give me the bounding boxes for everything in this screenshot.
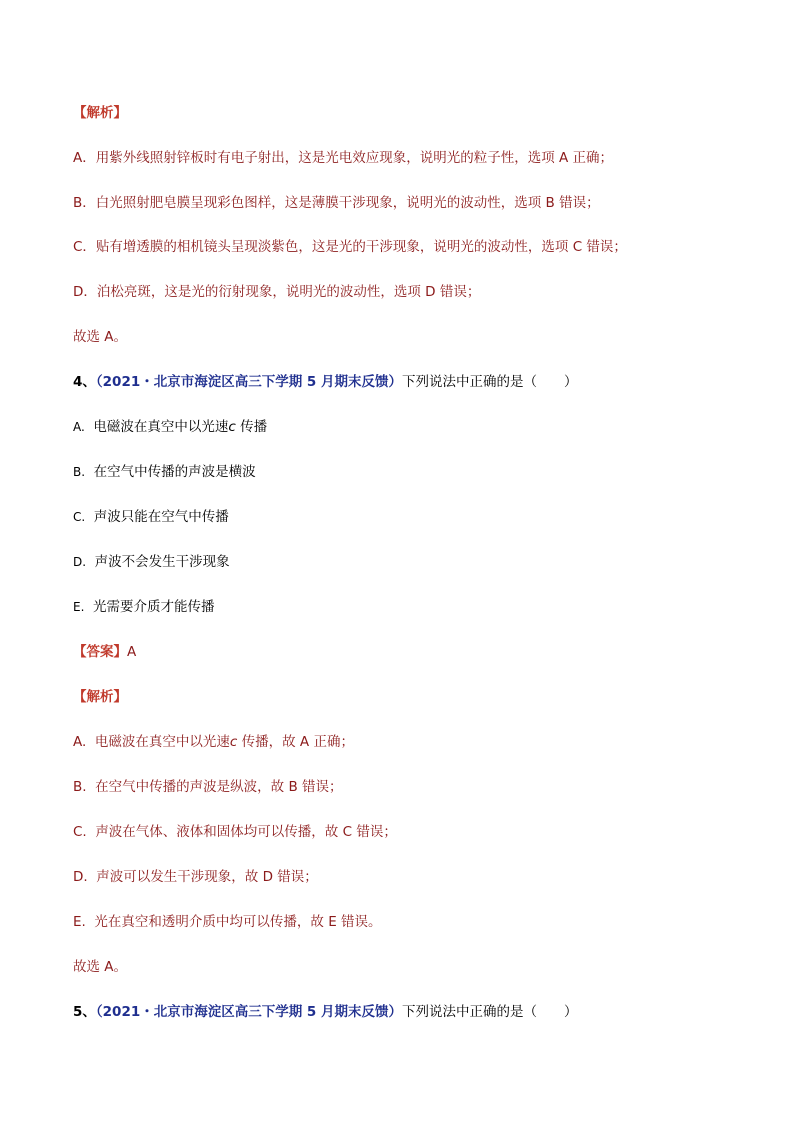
q4-stem: 下列说法中正确的是（ ） (402, 374, 578, 390)
analysis-prefix: A. (73, 734, 87, 750)
q5-number: 5、 (73, 1004, 96, 1020)
option-prefix: E. (73, 600, 85, 614)
q4-source: （2021・北京市海淀区高三下学期 5 月期末反馈） (95, 374, 403, 390)
option-text-after: 传播 (240, 419, 268, 435)
q3-analysis-b: B．白光照射肥皂膜呈现彩色图样，这是薄膜干涉现象，说明光的波动性，选项 B 错误； (73, 195, 600, 211)
q4-option-b (73, 463, 256, 481)
q4-number: 4、 (73, 374, 96, 390)
q3-analysis-c: C．贴有增透膜的相机镜头呈现淡紫色，这是光的干涉现象，说明光的波动性，选项 C 错误； (73, 239, 627, 255)
option-text: 声波只能在空气中传播 (93, 509, 229, 525)
option-var: c (228, 419, 236, 435)
q4-option-a (73, 418, 267, 436)
q3-analysis-d: D．泊松亮斑，这是光的衍射现象，说明光的波动性，选项 D 错误； (73, 284, 481, 300)
q4-conclusion: 故选 A。 (73, 959, 128, 975)
answer-value: A (127, 644, 137, 660)
answer-label: 【答案】 (73, 644, 127, 660)
analysis-text: 光在真空和透明介质中均可以传播，故 E 错误。 (94, 914, 382, 930)
analysis-var: c (229, 734, 238, 750)
q4-heading (73, 373, 578, 391)
q3-analysis-a: A．用紫外线照射锌板时有电子射出，这是光电效应现象，说明光的粒子性，选项 A 正确； (73, 150, 614, 166)
q5-heading (73, 1003, 578, 1021)
q4-analysis-b (73, 778, 343, 796)
analysis-prefix: D. (73, 869, 88, 885)
q5-source: （2021・北京市海淀区高三下学期 5 月期末反馈） (95, 1004, 403, 1020)
q4-analysis-d (73, 868, 318, 886)
analysis-text: 电磁波在真空中以光速 (94, 734, 230, 750)
option-prefix: C. (73, 510, 86, 524)
q5-stem: 下列说法中正确的是（ ） (402, 1004, 578, 1020)
option-text: 电磁波在真空中以光速 (93, 419, 229, 435)
q4-analysis-e (73, 913, 382, 931)
option-text: 声波不会发生干涉现象 (94, 554, 230, 570)
analysis-text-after: 传播，故 A 正确； (241, 734, 354, 750)
analysis-prefix: C. (73, 824, 87, 840)
q4-analysis-a (73, 733, 354, 751)
q4-analysis-label: 【解析】 (73, 689, 127, 705)
option-prefix: A. (73, 420, 85, 434)
q4-answer (73, 643, 136, 661)
option-prefix: B. (73, 465, 86, 479)
q4-option-c (73, 508, 229, 526)
option-text: 在空气中传播的声波是横波 (93, 464, 256, 480)
analysis-label: 【解析】 (73, 105, 127, 121)
analysis-text: 声波可以发生干涉现象，故 D 错误； (96, 869, 318, 885)
q4-option-d (73, 553, 230, 571)
option-text: 光需要介质才能传播 (93, 599, 215, 615)
q4-analysis-c (73, 823, 397, 841)
option-prefix: D. (73, 555, 87, 569)
q4-option-e (73, 598, 215, 616)
analysis-prefix: B. (73, 779, 87, 795)
analysis-text: 在空气中传播的声波是纵波，故 B 错误； (95, 779, 343, 795)
q3-conclusion: 故选 A。 (73, 329, 128, 345)
analysis-prefix: E. (73, 914, 86, 930)
analysis-text: 声波在气体、液体和固体均可以传播，故 C 错误； (95, 824, 397, 840)
